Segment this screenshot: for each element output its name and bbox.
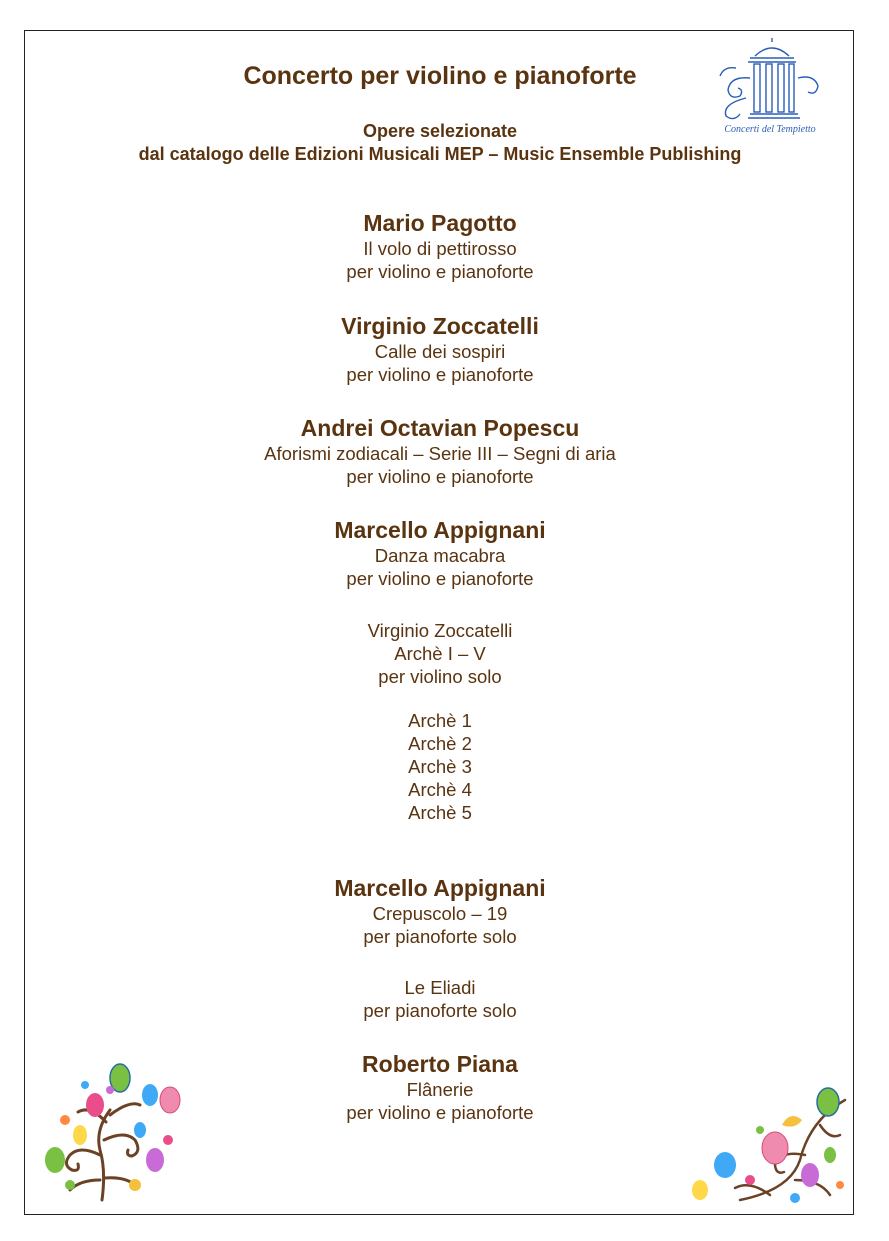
- entry: [0, 312, 880, 386]
- composer-name: Mario Pagotto: [363, 210, 517, 236]
- work-title: Aforismi zodiacali – Serie III – Segni di aria: [264, 443, 616, 464]
- work-title: Danza macabra: [374, 545, 506, 566]
- work-title: Le Eliadi: [404, 977, 476, 998]
- easter-egg-branch-icon: [680, 1080, 850, 1210]
- page-subtitle: [0, 120, 880, 166]
- composer-name: Roberto Piana: [362, 1051, 518, 1077]
- work-scoring: per violino solo: [378, 666, 502, 687]
- work-title: Calle dei sospiri: [374, 341, 506, 362]
- subtitle-line-2: dal catalogo delle Edizioni Musicali MEP – Music Ensemble Publishing: [138, 144, 742, 164]
- movement-item: Archè 1: [408, 710, 472, 731]
- work-title: Flânerie: [406, 1079, 474, 1100]
- subtitle-line-1: Opere selezionate: [362, 121, 518, 141]
- entry: [0, 516, 880, 590]
- entry: [0, 209, 880, 283]
- composer-name: Andrei Octavian Popescu: [300, 415, 580, 441]
- composer-name: Virginio Zoccatelli: [341, 313, 539, 339]
- work-title: Il volo di pettirosso: [363, 238, 517, 259]
- work-scoring: per pianoforte solo: [363, 1000, 517, 1021]
- work-scoring: per violino e pianoforte: [346, 364, 534, 385]
- page-title: Concerto per violino e pianoforte: [243, 62, 637, 90]
- work-scoring: per violino e pianoforte: [346, 261, 534, 282]
- work-scoring: per pianoforte solo: [363, 926, 517, 947]
- work-scoring: per violino e pianoforte: [346, 1102, 534, 1123]
- work-scoring: per violino e pianoforte: [346, 466, 534, 487]
- work-title: Archè I – V: [394, 643, 486, 664]
- movement-item: Archè 5: [408, 802, 472, 823]
- entry: [0, 414, 880, 488]
- work-scoring: per violino e pianoforte: [346, 568, 534, 589]
- solo-section: [0, 619, 880, 688]
- movement-item: Archè 4: [408, 779, 472, 800]
- composer-name: Marcello Appignani: [334, 875, 546, 901]
- composer-name: Marcello Appignani: [334, 517, 546, 543]
- movement-item: Archè 3: [408, 756, 472, 777]
- piano-section: [0, 874, 880, 948]
- movement-list: [0, 709, 880, 824]
- work-title: Crepuscolo – 19: [372, 903, 508, 924]
- logo-text: Concerti del Tempietto: [724, 124, 816, 135]
- composer-name: Virginio Zoccatelli: [367, 620, 513, 641]
- easter-egg-tree-icon: [40, 1060, 190, 1205]
- movement-item: Archè 2: [408, 733, 472, 754]
- piano-section-second-work: [0, 976, 880, 1022]
